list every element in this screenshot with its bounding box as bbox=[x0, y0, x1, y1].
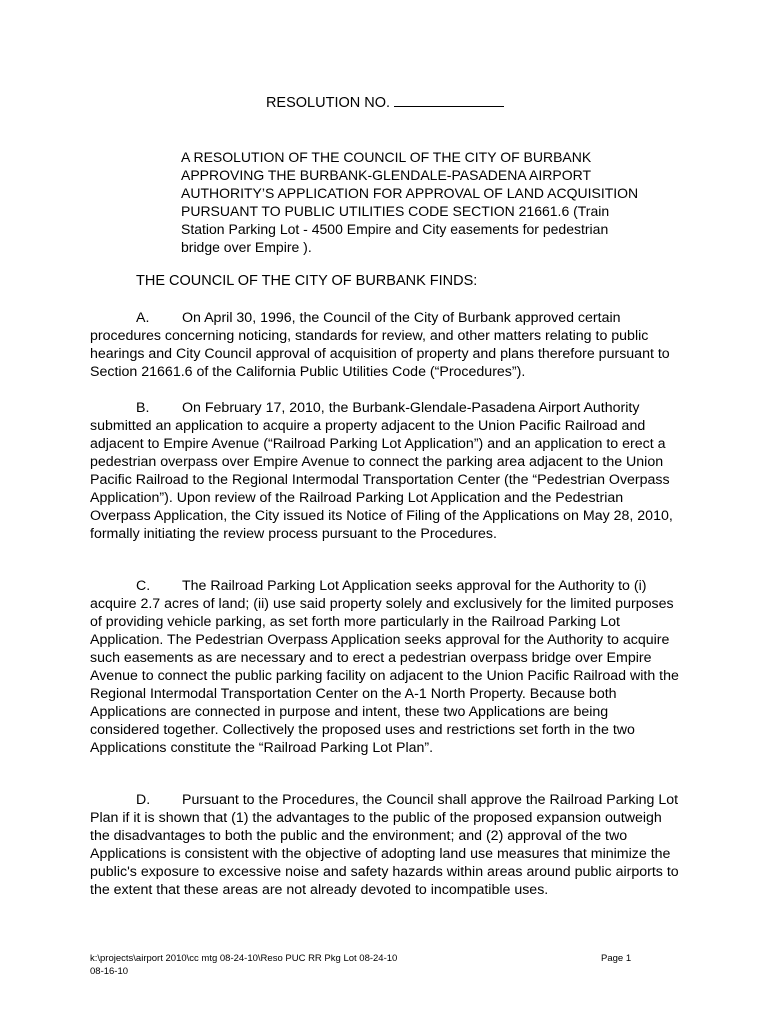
paragraph-text: On February 17, 2010, the Burbank-Glendale-Pasadena Airport Authority submitted an application to acquire a property adjacent to the Union Pacific Railroad and adjacent to Empire Avenue (“Railroad Parking Lot Application”) and an application to erect a pedestrian overpass over Empire Avenue to connect the parking area adjacent to the Union Pacific Railroad to the Regional Intermodal Transportation Center (the “Pedestrian Overpass Application”). Upon review of the Railroad Parking Lot Application and the Pedestrian Overpass Application, the City issued its Notice of Filing of the Applications on May 28, 2010, formally initiating the review process pursuant to the Procedures. bbox=[90, 400, 673, 542]
resolution-title bbox=[0, 94, 770, 112]
resolution-recital bbox=[181, 148, 651, 256]
paragraph-marker: B. bbox=[136, 400, 150, 416]
paragraph-marker: A. bbox=[136, 310, 150, 326]
footer-file-info bbox=[90, 952, 397, 978]
finding-paragraph-b bbox=[90, 399, 680, 543]
page-number: Page 1 bbox=[601, 953, 632, 964]
finding-paragraph-c bbox=[90, 577, 680, 757]
resolution-title-label: RESOLUTION NO. bbox=[265, 95, 391, 111]
footer-date: 08-16-10 bbox=[90, 966, 129, 977]
paragraph-marker: C. bbox=[136, 578, 151, 594]
council-finds-heading: THE COUNCIL OF THE CITY OF BURBANK FINDS: bbox=[136, 273, 478, 289]
finding-paragraph-a bbox=[90, 309, 680, 381]
finding-paragraph-d bbox=[90, 791, 680, 899]
footer-file-path: k:\projects\airport 2010\cc mtg 08-24-10\Reso PUC RR Pkg Lot 08-24-10 bbox=[90, 953, 398, 964]
paragraph-marker: D. bbox=[136, 792, 151, 808]
resolution-number-blank bbox=[394, 94, 504, 107]
paragraph-text: On April 30, 1996, the Council of the City of Burbank approved certain procedures concerning noticing, standards for review, and other matters relating to public hearings and City Council approval of acquisition of property and plans therefore pursuant to Section 21661.6 of the California Public Utilities Code (“Procedures”). bbox=[90, 310, 670, 380]
paragraph-text: The Railroad Parking Lot Application seeks approval for the Authority to (i) acquire 2.7 acres of land; (ii) use said property solely and exclusively for the limited purposes of providing vehicle parking, as set forth more particularly in the Railroad Parking Lot Application. The Pedestrian Overpass Application seeks approval for the Authority to acquire such easements as are necessary and to erect a pedestrian overpass bridge over Empire Avenue to connect the public parking facility on adjacent to the Union Pacific Railroad with the Regional Intermodal Transportation Center on the A-1 North Property. Because both Applications are connected in purpose and intent, these two Applications are being considered together. Collectively the proposed uses and restrictions set forth in the two Applications constitute the “Railroad Parking Lot Plan”. bbox=[90, 578, 679, 756]
recital-text: A RESOLUTION OF THE COUNCIL OF THE CITY OF BURBANK APPROVING THE BURBANK-GLENDALE-PASADENA AIRPORT AUTHORITY’S APPLICATION FOR APPROVAL OF LAND ACQUISITION PURSUANT TO PUBLIC UTILITIES CODE SECTION 21661.6 (Train Station Parking Lot - 4500 Empire and City easements for pedestrian bridge over Empire ). bbox=[181, 149, 639, 255]
paragraph-text: Pursuant to the Procedures, the Council shall approve the Railroad Parking Lot Plan if it is shown that (1) the advantages to the public of the proposed expansion outweigh the disadvantages to both the public and the environment; and (2) approval of the two Applications is consistent with the objective of adopting land use measures that minimize the public's exposure to excessive noise and safety hazards within areas around public airports to the extent that these areas are not already devoted to incompatible uses. bbox=[90, 792, 679, 898]
